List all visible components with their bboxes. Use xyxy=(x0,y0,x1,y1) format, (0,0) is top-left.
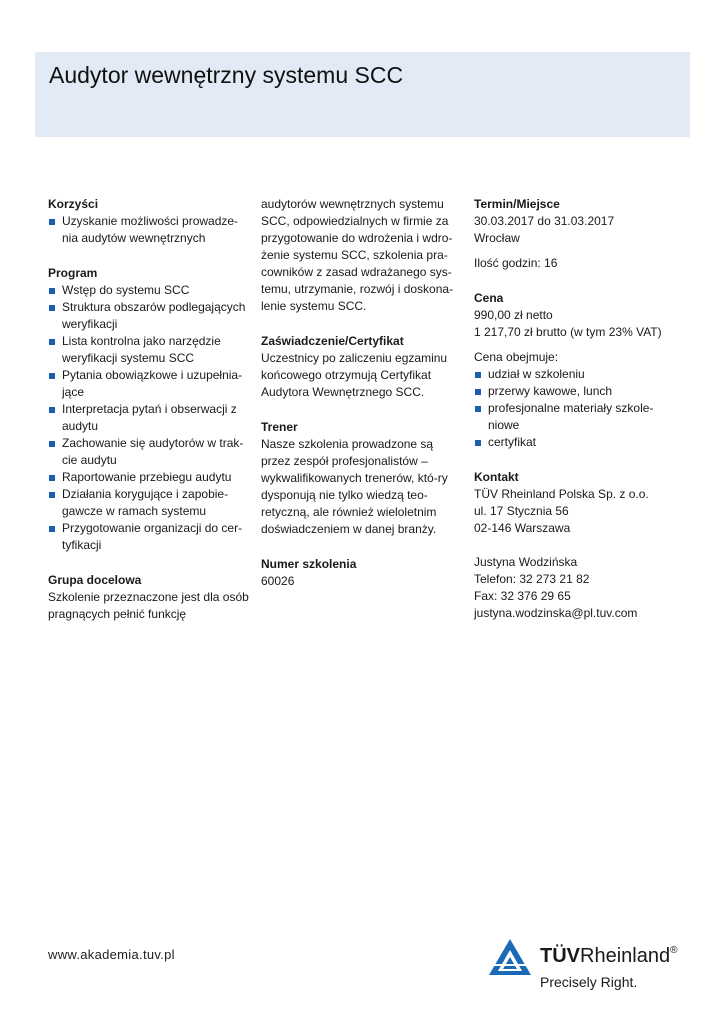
korzysci-heading: Korzyści xyxy=(48,197,99,211)
contact-phone: Telefon: 32 273 21 82 xyxy=(474,572,590,586)
page-title: Audytor wewnętrzny systemu SCC xyxy=(49,62,404,88)
contact-person: Justyna Wodzińska xyxy=(474,555,578,569)
cena-brutto: 1 217,70 zł brutto (w tym 23% VAT) xyxy=(474,325,662,339)
tuv-rheinland-logo xyxy=(488,938,698,998)
trener-heading: Trener xyxy=(261,420,298,434)
cena-obejmuje: Cena obejmuje: xyxy=(474,350,559,364)
list-item: Uzyskanie możliwości prowadze-nia audytów wewnętrznych xyxy=(48,213,253,247)
cert-heading: Zaświadczenie/Certyfikat xyxy=(261,334,404,348)
company-name: TÜV Rheinland Polska Sp. z o.o. xyxy=(474,487,649,501)
list-item: Wstęp do systemu SCC xyxy=(48,282,253,299)
list-item: Raportowanie przebiegu audytu xyxy=(48,469,253,486)
numer-heading: Numer szkolenia xyxy=(261,557,357,571)
list-item: Działania korygujące i zapobie-gawcze w ramach systemu xyxy=(48,486,253,520)
column-3 xyxy=(474,196,684,622)
cena-netto: 990,00 zł netto xyxy=(474,308,553,322)
postal-code: 02-146 Warszawa xyxy=(474,521,571,535)
list-item: przerwy kawowe, lunch xyxy=(474,383,684,400)
contact-email[interactable]: justyna.wodzinska@pl.tuv.com xyxy=(474,606,638,620)
title-banner xyxy=(35,52,690,137)
trener-text: Nasze szkolenia prowadzone są przez zespół profesjonalistów – wykwalifikowanych trenerów, któ-ry dysponują nie tylko wiedzą teo-retyczną, ale również wieloletnim doświadczeniem w danej branży. xyxy=(261,437,448,536)
section-trener xyxy=(261,419,461,538)
website-link[interactable]: www.akademia.tuv.pl xyxy=(48,947,175,962)
program-list xyxy=(48,282,253,554)
list-item: Lista kontrolna jako narzędzie weryfikacji systemu SCC xyxy=(48,333,253,367)
list-item: Zachowanie się audytorów w trak-cie audytu xyxy=(48,435,253,469)
tagline: Precisely Right. xyxy=(540,974,638,990)
triangle-logo-icon xyxy=(488,938,532,978)
section-korzysci xyxy=(48,196,253,247)
kontakt-heading: Kontakt xyxy=(474,470,519,484)
section-cena xyxy=(474,290,684,451)
termin-heading: Termin/Miejsce xyxy=(474,197,560,211)
korzysci-list xyxy=(48,213,253,247)
section-kontakt xyxy=(474,469,684,622)
column-1 xyxy=(48,196,253,623)
brand-bold: TÜV xyxy=(540,945,580,967)
registered-mark: ® xyxy=(670,945,678,956)
list-item: profesjonalne materiały szkole-niowe xyxy=(474,400,684,434)
column-2 xyxy=(261,196,461,590)
section-numer xyxy=(261,556,461,590)
street: ul. 17 Stycznia 56 xyxy=(474,504,569,518)
grupa-text: Szkolenie przeznaczone jest dla osób pragnących pełnić funkcję xyxy=(48,590,249,621)
list-item: Struktura obszarów podlegających weryfikacji xyxy=(48,299,253,333)
list-item: Przygotowanie organizacji do cer-tyfikacji xyxy=(48,520,253,554)
section-grupa-docelowa xyxy=(48,572,253,623)
hours: Ilość godzin: 16 xyxy=(474,256,558,270)
list-item: Pytania obowiązkowe i uzupełnia-jące xyxy=(48,367,253,401)
brand-rest: Rheinland xyxy=(580,945,671,967)
section-termin xyxy=(474,196,684,272)
termin-city: Wrocław xyxy=(474,231,520,245)
list-item: udział w szkoleniu xyxy=(474,366,684,383)
contact-fax: Fax: 32 376 29 65 xyxy=(474,589,571,603)
program-heading: Program xyxy=(48,266,98,280)
termin-dates: 30.03.2017 do 31.03.2017 xyxy=(474,214,615,228)
cena-list xyxy=(474,366,684,451)
list-item: Interpretacja pytań i obserwacji z audytu xyxy=(48,401,253,435)
numer-value: 60026 xyxy=(261,574,295,588)
section-certyfikat xyxy=(261,333,461,401)
cert-text: Uczestnicy po zaliczeniu egzaminu końcowego otrzymują Certyfikat Audytora Wewnętrznego SCC. xyxy=(261,351,448,399)
cena-heading: Cena xyxy=(474,291,504,305)
section-program xyxy=(48,265,253,554)
grupa-heading: Grupa docelowa xyxy=(48,573,142,587)
list-item: certyfikat xyxy=(474,434,684,451)
grupa-text-continued: audytorów wewnętrznych systemu SCC, odpowiedzialnych w firmie za przygotowanie do wdrożenia i wdro-żenie systemu SCC, szkolenia pra-cowników z zasad wdrażanego sys-temu, utrzymanie, rozwój i doskona-lenie systemu SCC. xyxy=(261,197,454,313)
brand-name xyxy=(540,945,677,968)
